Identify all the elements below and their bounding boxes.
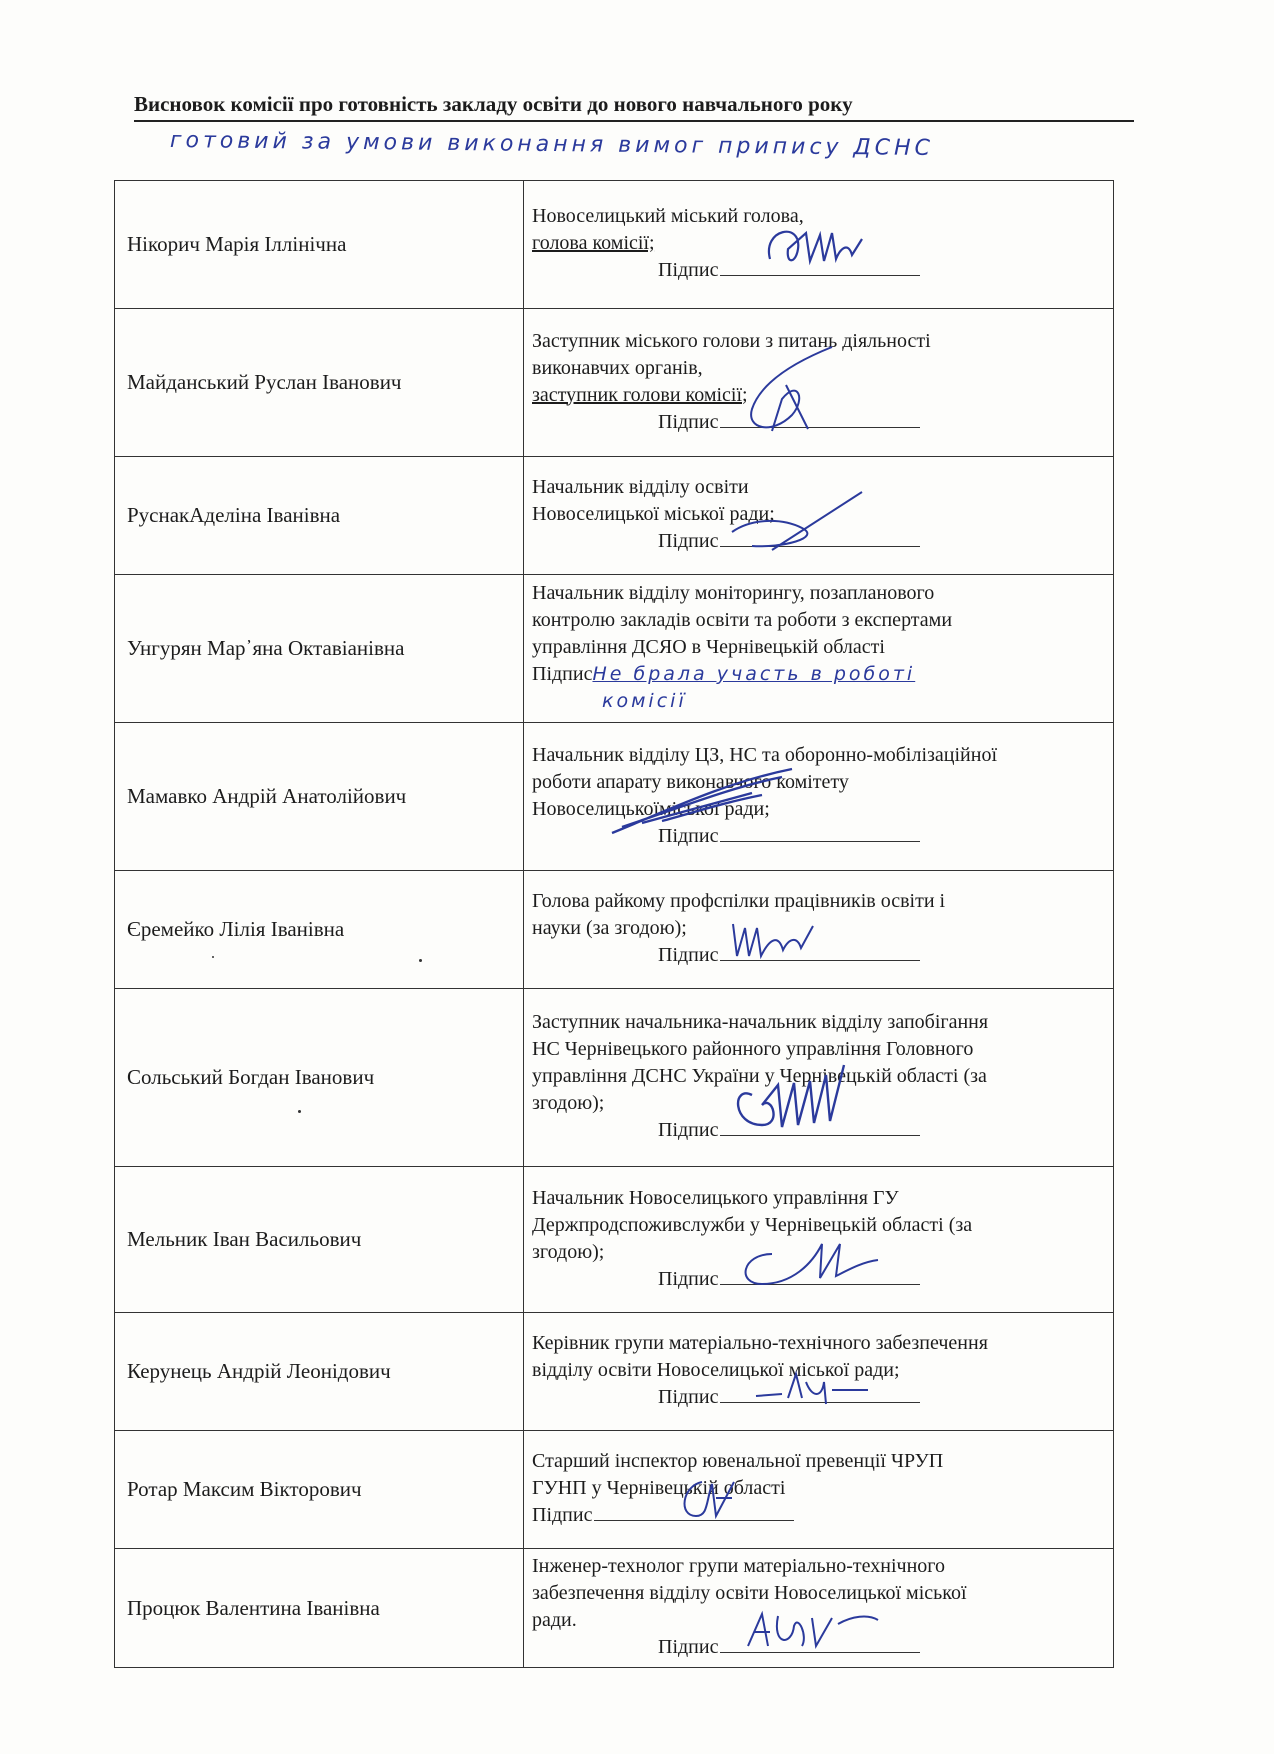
member-name: Мамавко Андрій Анатолійович	[115, 723, 524, 871]
signature-line	[532, 1384, 1105, 1411]
table-row	[115, 1167, 1114, 1313]
signature-blank	[720, 1266, 920, 1285]
role-line: згодою);	[532, 1240, 605, 1263]
signature-blank	[720, 1634, 920, 1653]
signature-label: Підпис	[658, 1119, 719, 1141]
member-role-cell	[524, 309, 1114, 457]
signature-line	[532, 823, 1105, 850]
table-row	[115, 1313, 1114, 1431]
signature-blank	[720, 1384, 920, 1403]
member-name: Єремейко Лілія Іванівна	[115, 871, 524, 989]
signature-label: Підпис	[658, 410, 719, 433]
signature-label: Підпис	[532, 663, 593, 685]
role-line: Заступник начальника-начальник відділу запобігання	[532, 1011, 989, 1033]
member-name: Процюк Валентина Іванівна	[115, 1549, 524, 1668]
signature-line	[532, 257, 1105, 284]
table-row	[115, 309, 1114, 457]
member-name: Сольський Богдан Іванович	[115, 989, 524, 1167]
scan-speck	[212, 956, 214, 958]
signature-line	[532, 409, 1105, 436]
role-line: Начальник відділу ЦЗ, НС та оборонно-мобілізаційної	[532, 743, 998, 766]
role-line: Начальник відділу моніторингу, позапланового	[532, 582, 935, 604]
member-name: Ротар Максим Вікторович	[115, 1431, 524, 1549]
role-line: відділу освіти Новоселицької міської ради;	[532, 1359, 900, 1381]
role-line: Керівник групи матеріально-технічного забезпечення	[532, 1332, 988, 1354]
role-line: Начальник Новоселицького управління ГУ	[532, 1186, 899, 1209]
role-line: Інженер-технолог групи матеріально-технічного	[532, 1555, 946, 1577]
member-name: РуснакАделіна Іванівна	[115, 457, 524, 575]
member-role-cell	[524, 871, 1114, 989]
table-row	[115, 575, 1114, 723]
role-line: Голова райкому профспілки працівників освіти і	[532, 890, 946, 912]
signature-label: Підпис	[532, 1504, 593, 1526]
role-line: забезпечення відділу освіти Новоселицької міської	[532, 1582, 967, 1604]
signature-blank	[720, 528, 920, 547]
member-name: Керунець Андрій Леонідович	[115, 1313, 524, 1431]
commission-members-table	[114, 180, 1114, 1668]
role-underlined: заступник голови комісії;	[532, 383, 748, 406]
role-line: виконавчих органів,	[532, 356, 703, 379]
signature-blank	[720, 1117, 920, 1136]
member-name: Нікорич Марія Іллінічна	[115, 181, 524, 309]
signature-blank	[720, 942, 920, 961]
role-line: згодою);	[532, 1092, 605, 1114]
member-name: Унгурян Мар᾽яна Октавіанівна	[115, 575, 524, 723]
role-line: Новоселицькоїміської ради;	[532, 797, 770, 820]
role-line: роботи апарату виконавчого комітету	[532, 770, 849, 793]
scan-speck	[298, 1110, 301, 1113]
signature-blank	[720, 823, 920, 842]
signature-line	[532, 661, 1105, 688]
role-line: контролю закладів освіти та роботи з експертами	[532, 609, 953, 631]
signature-line	[532, 1117, 1105, 1144]
table-row	[115, 181, 1114, 309]
member-role-cell	[524, 1167, 1114, 1313]
handwritten-conclusion: готовий за умови виконання вимог припису ДСНС	[169, 128, 935, 161]
role-line: науки (за згодою);	[532, 917, 687, 939]
member-role-cell	[524, 575, 1114, 723]
role-line: Держпродспоживслужби у Чернівецькій області (за	[532, 1213, 973, 1236]
role-line: управління ДСЯО в Чернівецькій області	[532, 636, 885, 658]
signature-blank	[720, 257, 920, 276]
member-role-cell	[524, 1431, 1114, 1549]
table-row	[115, 989, 1114, 1167]
member-role-cell	[524, 1549, 1114, 1668]
member-role-cell	[524, 457, 1114, 575]
scan-speck	[419, 959, 422, 962]
signature-blank	[594, 1502, 794, 1521]
table-row	[115, 723, 1114, 871]
signature-label: Підпис	[658, 259, 719, 281]
signature-line	[532, 942, 1105, 969]
member-name: Мельник Іван Васильович	[115, 1167, 524, 1313]
table-row	[115, 871, 1114, 989]
role-underlined: голова комісії;	[532, 232, 655, 254]
signature-line	[532, 1634, 1105, 1661]
heading-underline	[134, 120, 1134, 122]
handwritten-absence-note: Не брала участь в роботі	[592, 663, 916, 685]
role-line: ради.	[532, 1609, 577, 1631]
signature-label: Підпис	[658, 1636, 719, 1658]
table-row	[115, 457, 1114, 575]
signature-line	[532, 1266, 1105, 1293]
role-line: управління ДСНС України у Чернівецькій області (за	[532, 1065, 987, 1087]
table-row	[115, 1431, 1114, 1549]
member-role-cell	[524, 989, 1114, 1167]
signature-label: Підпис	[658, 1267, 719, 1290]
document-heading: Висновок комісії про готовність закладу освіти до нового навчального року	[134, 92, 853, 116]
signature-label: Підпис	[658, 530, 719, 552]
signature-label: Підпис	[658, 1386, 719, 1408]
role-line: Заступник міського голови з питань діяльності	[532, 329, 931, 352]
role-line: ГУНП у Чернівецькій області	[532, 1477, 786, 1499]
handwritten-absence-note-continued: комісії	[602, 690, 687, 712]
signature-label: Підпис	[658, 944, 719, 966]
member-role-cell	[524, 181, 1114, 309]
role-line: Начальник відділу освіти	[532, 476, 749, 498]
signature-line	[532, 528, 1105, 555]
member-name: Майданський Руслан Іванович	[115, 309, 524, 457]
role-line: Новоселицький міський голова,	[532, 205, 804, 227]
signature-blank	[720, 409, 920, 428]
role-line: Старший інспектор ювенальної превенції ЧРУП	[532, 1450, 944, 1472]
table-row	[115, 1549, 1114, 1668]
signature-label: Підпис	[658, 824, 719, 847]
member-role-cell	[524, 1313, 1114, 1431]
member-role-cell	[524, 723, 1114, 871]
signature-line	[532, 1502, 1105, 1529]
role-line: Новоселицької міської ради;	[532, 503, 775, 525]
role-line: НС Чернівецького районного управління Головного	[532, 1038, 974, 1060]
